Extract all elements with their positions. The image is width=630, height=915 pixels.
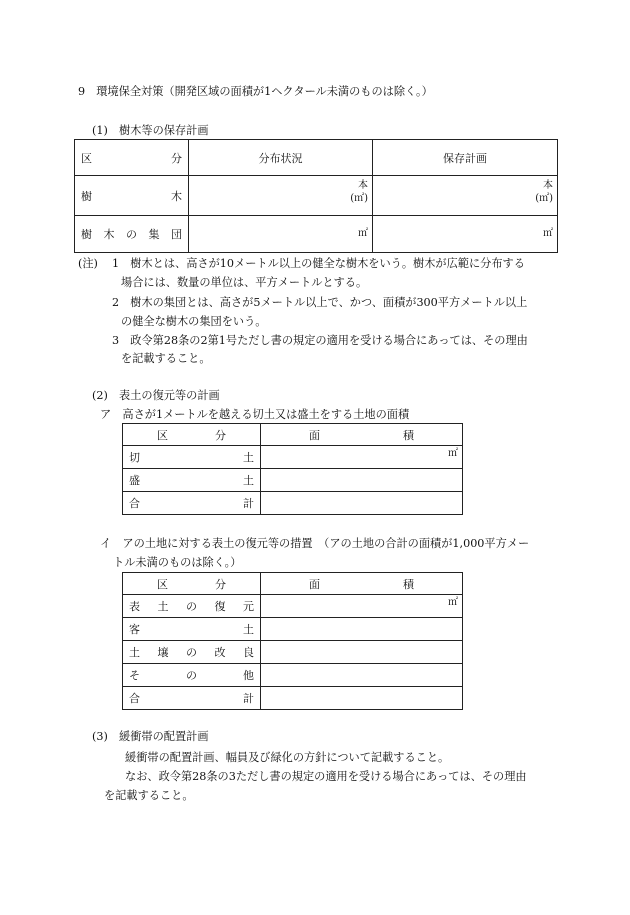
row-label-imported-soil: 客 土 (123, 618, 261, 641)
table-header-row (123, 424, 463, 446)
unit-label: 本 (㎡) (535, 180, 553, 204)
s3-paragraph-2: なお、政令第28条の3ただし書の規定の適用を受ける場合にあっては、その理由 (125, 770, 527, 783)
table-row (123, 446, 463, 469)
note-1-cont: 場合には、数量の単位は、平方メートルとする。 (121, 276, 368, 289)
plan-cell[interactable] (373, 176, 558, 216)
area-cell[interactable] (261, 446, 463, 469)
table-row (123, 641, 463, 664)
s3-heading: (3) 緩衝帯の配置計画 (92, 730, 209, 743)
row-label-total: 合 計 (123, 687, 261, 710)
s2-i-heading-cont: トル未満のものは除く。） (113, 556, 242, 569)
row-label-total: 合 計 (123, 492, 261, 515)
area-cell[interactable] (261, 492, 463, 515)
cut-fill-area-table (122, 423, 463, 515)
s2-heading: (2) 表土の復元等の計画 (92, 389, 220, 402)
table-row (123, 492, 463, 515)
table-header-row (75, 140, 558, 176)
area-cell[interactable] (261, 664, 463, 687)
table-row (123, 469, 463, 492)
row-label-tree-group: 樹 木 の 集 団 (75, 216, 189, 253)
section-title: 9 環境保全対策（開発区域の面積が1ヘクタール未満のものは除く。） (78, 85, 433, 98)
note-2-cont: の健全な樹木の集団をいう。 (121, 315, 267, 328)
table-row (75, 176, 558, 216)
unit-label: 本 (㎡) (350, 180, 368, 204)
notes-prefix: (注) (78, 257, 98, 270)
note-2: 2 樹木の集団とは、高さが5メートル以上で、かつ、面積が300平方メートル以上 (112, 296, 528, 309)
distribution-cell[interactable] (189, 176, 373, 216)
note-3: 3 政令第28条の2第1号ただし書の規定の適用を受ける場合にあっては、その理由 (112, 334, 528, 347)
header-area: 面 積 (261, 424, 463, 446)
row-label-topsoil-restoration: 表 土 の 復 元 (123, 595, 261, 618)
tree-preservation-table (74, 139, 558, 253)
row-label-fill: 盛 土 (123, 469, 261, 492)
note-1: 1 樹木とは、高さが10メートル以上の健全な樹木をいう。樹木が広範に分布する (112, 257, 525, 270)
area-cell[interactable] (261, 618, 463, 641)
note-3-cont: を記載すること。 (121, 352, 211, 365)
topsoil-restoration-table (122, 572, 463, 710)
header-distribution: 分布状況 (189, 140, 373, 176)
s3-paragraph-1: 緩衝帯の配置計画、幅員及び緑化の方針について記載すること。 (125, 751, 450, 764)
header-division: 区 分 (123, 424, 261, 446)
unit-label: ㎡ (358, 228, 368, 239)
row-label-soil-improvement: 土 壌 の 改 良 (123, 641, 261, 664)
row-label-cut: 切 土 (123, 446, 261, 469)
area-cell[interactable] (261, 687, 463, 710)
s2-i-heading: イ アの土地に対する表土の復元等の措置 （アの土地の合計の面積が1,000平方メー (100, 537, 530, 550)
distribution-cell[interactable] (189, 216, 373, 253)
s3-paragraph-2-cont: を記載すること。 (104, 789, 194, 802)
table-header-row (123, 573, 463, 595)
row-label-trees: 樹 木 (75, 176, 189, 216)
header-division: 区 分 (75, 140, 189, 176)
s2-a-heading: ア 高さが1メートルを越える切土又は盛土をする土地の面積 (100, 408, 410, 421)
plan-cell[interactable] (373, 216, 558, 253)
area-cell[interactable] (261, 641, 463, 664)
row-label-other: そ の 他 (123, 664, 261, 687)
table-row (123, 618, 463, 641)
header-division: 区 分 (123, 573, 261, 595)
table-row (123, 687, 463, 710)
unit-label: ㎡ (448, 448, 458, 459)
area-cell[interactable] (261, 469, 463, 492)
header-plan: 保存計画 (373, 140, 558, 176)
table-row (123, 664, 463, 687)
unit-label: ㎡ (448, 597, 458, 608)
table-row (123, 595, 463, 618)
area-cell[interactable] (261, 595, 463, 618)
unit-label: ㎡ (543, 228, 553, 239)
header-area: 面 積 (261, 573, 463, 595)
table-row (75, 216, 558, 253)
s1-heading: (1) 樹木等の保存計画 (92, 124, 209, 137)
